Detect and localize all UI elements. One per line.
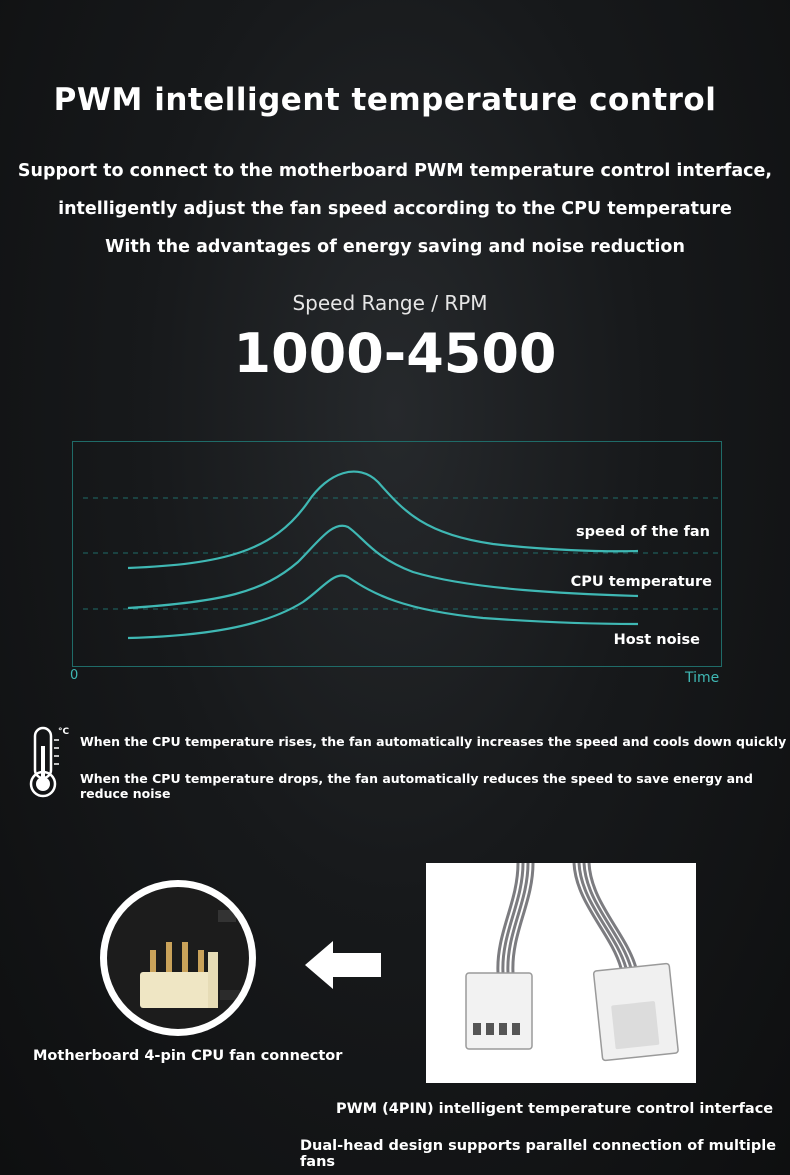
motherboard-connector-caption: Motherboard 4-pin CPU fan connector — [33, 1048, 343, 1064]
host-noise-label: Host noise — [613, 632, 700, 648]
origin-label: 0 — [70, 668, 79, 683]
fan-speed-curve — [128, 472, 638, 568]
description-line-3: With the advantages of energy saving and noise reduction — [105, 237, 685, 257]
left-arrow-icon — [303, 937, 383, 993]
speed-range-label: Speed Range / RPM — [292, 291, 488, 315]
time-axis-label: Time — [685, 670, 720, 686]
temperature-rise-note: When the CPU temperature rises, the fan automatically increases the speed and cools down quickly — [80, 734, 787, 749]
fan-speed-label: speed of the fan — [576, 524, 710, 540]
page-title: PWM intelligent temperature control — [53, 82, 717, 118]
pwm-interface-caption: PWM (4PIN) intelligent temperature control interface — [336, 1101, 774, 1117]
motherboard-connector-image — [100, 880, 256, 1036]
pwm-cable-image — [426, 863, 696, 1083]
thermometer-icon — [26, 724, 78, 800]
description-line-2: intelligently adjust the fan speed according to the CPU temperature — [58, 199, 732, 219]
dual-head-caption: Dual-head design supports parallel connection of multiple fans — [300, 1138, 777, 1170]
cpu-temperature-label: CPU temperature — [570, 574, 712, 590]
temperature-drop-note: When the CPU temperature drops, the fan automatically reduces the speed to save energy and reduce noise — [80, 771, 753, 801]
speed-range-value: 1000-4500 — [233, 322, 557, 385]
description-line-1: Support to connect to the motherboard PWM temperature control interface, — [17, 161, 773, 181]
celsius-unit: °C — [58, 727, 70, 737]
host-noise-curve — [128, 575, 638, 638]
